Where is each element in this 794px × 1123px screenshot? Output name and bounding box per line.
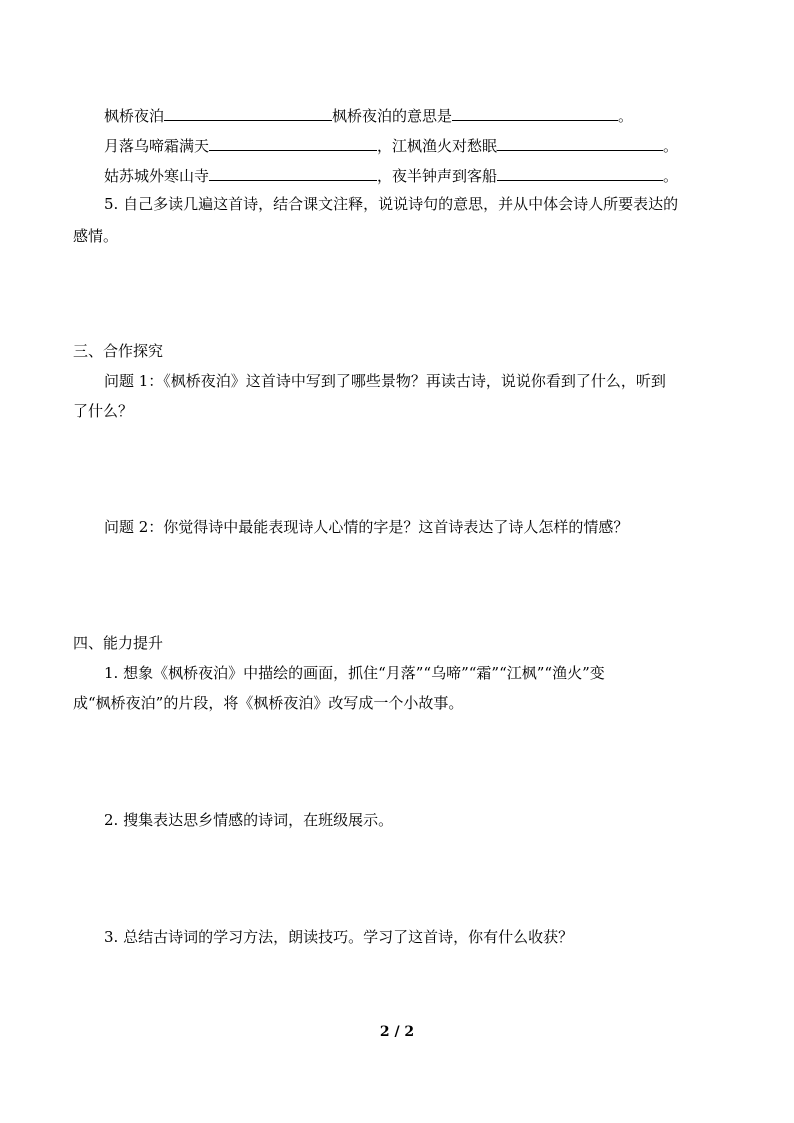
task1-line1: 1. 想象《枫桥夜泊》中描绘的画面，抓住“月落”“乌啼”“霜”“江枫”“渔火”变 — [104, 664, 605, 682]
task3: 3. 总结古诗词的学习方法，朗读技巧。学习了这首诗，你有什么收获？ — [104, 928, 574, 946]
fill-blank-6[interactable] — [497, 164, 663, 181]
item5-line1: 5. 自己多读几遍这首诗，结合课文注释，说说诗句的意思，并从中体会诗人所要表达的 — [104, 195, 679, 213]
fill-blank-3[interactable] — [209, 134, 377, 151]
fill-row-3-label: 姑苏城外寒山寺 — [104, 167, 210, 185]
question1-line1: 问题 1：《枫桥夜泊》这首诗中写到了哪些景物？再读古诗，说说你看到了什么，听到 — [104, 372, 666, 390]
fill-row-2-label-2: ，江枫渔火对愁眠 — [377, 137, 498, 155]
page-number: 2 / 2 — [379, 1024, 415, 1040]
fill-row-3-end: 。 — [663, 167, 679, 185]
fill-row-1-end: 。 — [618, 107, 634, 125]
question2: 问题 2：你觉得诗中最能表现诗人心情的字是？这首诗表达了诗人怎样的情感？ — [104, 518, 629, 536]
fill-row-1-label-2: 枫桥夜泊的意思是 — [332, 107, 453, 125]
question1-line2: 了什么？ — [73, 402, 134, 420]
task1-line2: 成“枫桥夜泊”的片段，将《枫桥夜泊》改写成一个小故事。 — [73, 694, 464, 712]
fill-row-1-label: 枫桥夜泊 — [104, 107, 165, 125]
item5-line2: 感情。 — [73, 227, 119, 245]
fill-blank-4[interactable] — [497, 134, 663, 151]
section3-heading: 三、合作探究 — [73, 342, 164, 360]
fill-row-3 — [104, 164, 678, 186]
fill-row-2-end: 。 — [663, 137, 679, 155]
fill-blank-5[interactable] — [209, 164, 377, 181]
fill-row-2 — [104, 134, 678, 156]
fill-row-2-label: 月落乌啼霜满天 — [104, 137, 210, 155]
fill-row-3-label-2: ，夜半钟声到客船 — [377, 167, 498, 185]
fill-blank-2[interactable] — [452, 104, 618, 121]
section4-heading: 四、能力提升 — [73, 634, 164, 652]
fill-row-1 — [104, 104, 633, 126]
fill-blank-1[interactable] — [164, 104, 332, 121]
task2: 2. 搜集表达思乡情感的诗词，在班级展示。 — [104, 811, 394, 829]
